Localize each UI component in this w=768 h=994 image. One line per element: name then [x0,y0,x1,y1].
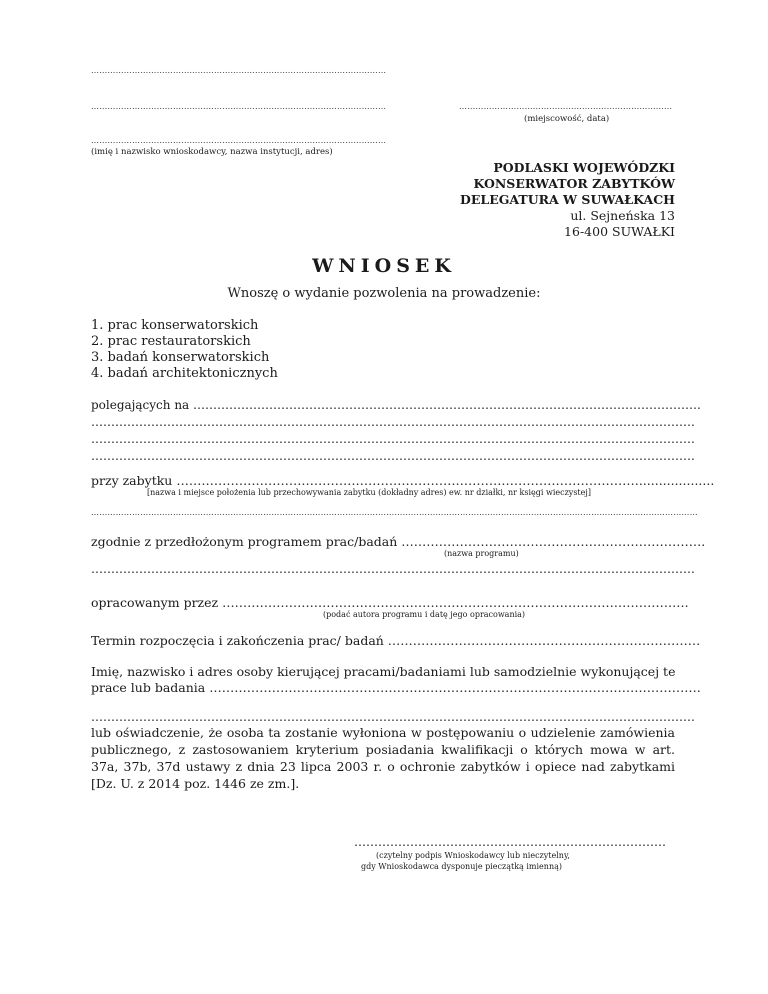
program-line: ……………………………………………………………………………………………………………………………………. [91,562,695,576]
autor-label: opracowanym przez …………………………………………………………………………………………………. [91,595,689,610]
polegajacych-line: ……………………………………………………………………………………………………………………………………. [91,432,695,446]
autor-caption: (podać autora programu i datę jego opracowania) [323,610,526,619]
addressee-block [460,160,675,240]
addressee-line-2: KONSERWATOR ZABYTKÓW [473,176,675,191]
option-item: 3. badań konserwatorskich [91,350,270,365]
osoba-line-1: Imię, nazwisko i adres osoby kierującej pracami/badaniami lub samodzielnie wykonującej te [91,664,676,679]
osoba-line-2: prace lub badania ………………………………………………………………………………………………………. [91,680,701,695]
place-date-line: …………………………………………………………………… [459,102,673,111]
program-caption: (nazwa programu) [444,549,519,558]
signature-line: …………………………………………………………………… [354,835,666,849]
document-title: WNIOSEK [312,255,456,277]
place-date-caption: (miejscowość, data) [524,114,610,124]
zabytek-label: przy zabytku …………………………………………………………………………………………………................... [91,473,715,488]
option-item: 1. prac konserwatorskich [91,318,259,333]
zabytek-line: …………………………………………………………………………………………………………………………………………………………………………………………………… [91,508,698,517]
option-item: 2. prac restauratorskich [91,334,251,349]
options-list [91,318,278,382]
polegajacych-line: ……………………………………………………………………………………………………………………………………. [91,449,695,463]
polegajacych-section [91,397,701,465]
applicant-line-1: ……………………………………………………………………………………………… [91,66,387,75]
option-item: 4. badań architektonicznych [91,366,278,381]
polegajacych-line: ……………………………………………………………………………………………………………………………………. [91,415,695,429]
zabytek-caption: [nazwa i miejsce położenia lub przechowywania zabytku (dokładny adres) ew. nr działki, nr księgi wieczystej] [147,488,591,497]
addressee-line-3: DELEGATURA W SUWAŁKACH [460,192,675,207]
polegajacych-label: polegających na ………………………………………………………………………………………………………………. [91,398,701,412]
addressee-city: 16-400 SUWAŁKI [564,224,675,239]
addressee-line-1: PODLASKI WOJEWÓDZKI [493,160,675,175]
osoba-section [91,664,701,696]
addressee-street: ul. Sejneńska 13 [570,208,675,223]
program-label: zgodnie z przedłożonym programem prac/badań ………………………………………………………………. [91,534,706,549]
applicant-line-3: ……………………………………………………………………………………………… [91,136,387,145]
signature-caption-1: (czytelny podpis Wnioskodawcy lub nieczytelny, [376,851,570,860]
applicant-line-2: ……………………………………………………………………………………………… [91,102,387,111]
termin-label: Termin rozpoczęcia i zakończenia prac/ badań ………………………………………………………………… [91,633,701,648]
oswiadczenie-text: lub oświadczenie, że osoba ta zostanie wyłoniona w postępowaniu o udzielenie zamówienia publicznego, z zastosowaniem kryterium posiadania kwalifikacji o których mowa w art. 37a, 37b, 37d ustawy z dnia 23 lipca 2003 r. o ochronie zabytków i opiece nad zabytkami [Dz. U. z 2014 poz. 1446 ze zm.]. [91,725,675,791]
signature-caption-2: gdy Wnioskodawca dysponuje pieczątką imienną) [361,862,562,871]
intro-text: Wnoszę o wydanie pozwolenia na prowadzenie: [227,286,541,301]
applicant-caption: (imię i nazwisko wnioskodawcy, nazwa instytucji, adres) [91,147,333,157]
osoba-line-3: ……………………………………………………………………………………………………………………………………. [91,710,695,724]
